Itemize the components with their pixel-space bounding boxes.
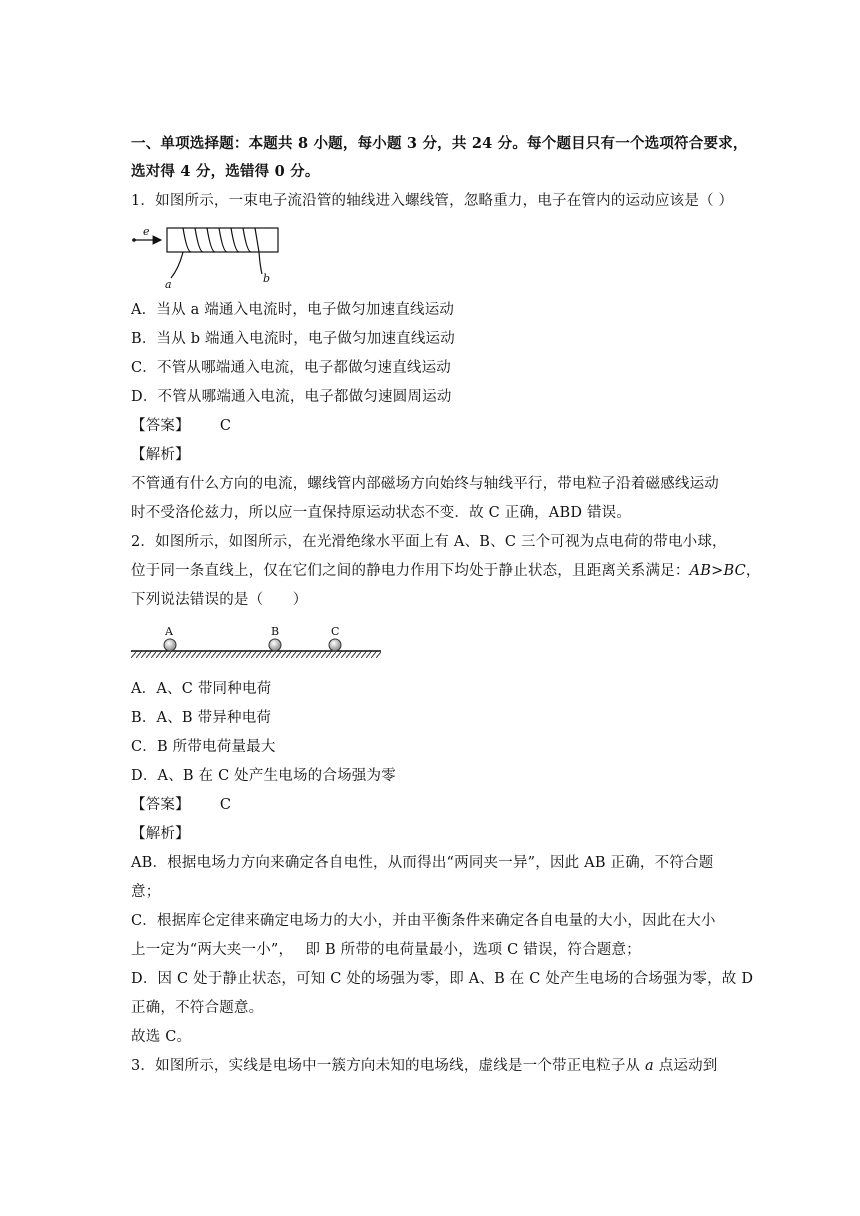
lead-b xyxy=(259,252,262,274)
q2-analysis-line-4: 上一定为“两大夹一小”， 即 B 所带的电荷量最小，选项 C 错误，符合题意； xyxy=(131,942,641,958)
label-e: e xyxy=(143,225,150,238)
q2-stem-line-2-text: 位于同一条直线上，仅在它们之间的静电力作用下均处于静止状态，且距离关系满足： xyxy=(131,563,690,579)
q3-stem-text: 3．如图所示，实线是电场中一簇方向未知的电场线，虚线是一个带正电粒子从 xyxy=(131,1058,646,1074)
electron-dot xyxy=(132,238,136,242)
q1-stem: 1．如图所示，一束电子流沿管的轴线进入螺线管，忽略重力，电子在管内的运动应该是（ ） xyxy=(131,193,734,209)
q1-analysis-line-1: 不管通有什么方向的电流，螺线管内部磁场方向始终与轴线平行，带电粒子沿着磁感线运动 xyxy=(131,476,719,492)
label-a: a xyxy=(165,278,172,291)
ball-b xyxy=(269,639,281,651)
q3-stem-end: 点运动到 xyxy=(653,1058,718,1074)
q2-distance-relation: AB>BC xyxy=(689,563,746,579)
q2-option-b: B．A、B 带异种电荷 xyxy=(131,710,272,726)
ball-a xyxy=(164,639,176,651)
charges-figure xyxy=(131,622,383,662)
q1-answer-value: C xyxy=(219,418,232,434)
label-ball-b: B xyxy=(271,625,280,638)
q2-stem-line-2-end: ， xyxy=(745,563,761,579)
lead-a xyxy=(171,252,183,278)
q3-point-a: a xyxy=(645,1058,654,1074)
label-ball-a: A xyxy=(165,625,173,638)
q2-option-d: D．A、B 在 C 处产生电场的合场强为零 xyxy=(131,768,396,784)
ground-hatch xyxy=(131,651,381,658)
q2-answer-value: C xyxy=(219,797,232,813)
q1-option-d: D．不管从哪端通入电流，电子都做匀速圆周运动 xyxy=(131,389,452,405)
q2-stem-line-3: 下列说法错误的是（ ） xyxy=(131,592,308,608)
q1-answer xyxy=(131,416,231,436)
solenoid-figure xyxy=(131,218,291,293)
q1-option-c: C．不管从哪端通入电流，电子都做匀速直线运动 xyxy=(131,360,451,376)
ball-c xyxy=(329,639,341,651)
q2-analysis-line-2: 意； xyxy=(131,884,161,900)
q3-stem xyxy=(131,1056,718,1076)
q2-analysis-line-7: 故选 C。 xyxy=(131,1029,192,1045)
q2-analysis-line-5: D．因 C 处于静止状态，可知 C 处的场强为零，即 A、B 在 C 处产生电场的合场强为零，故 D xyxy=(131,971,754,987)
q2-answer xyxy=(131,795,231,815)
q2-stem-line-2 xyxy=(131,561,761,581)
q1-option-a: A．当从 a 端通入电流时，电子做匀加速直线运动 xyxy=(131,302,455,318)
q1-analysis-label: 【解析】 xyxy=(131,447,190,463)
q2-analysis-line-1: AB．根据电场力方向来确定各自电性，从而得出“两同夹一异”，因此 AB 正确，不符合题 xyxy=(131,855,714,871)
label-ball-c: C xyxy=(331,625,340,638)
q2-analysis-label: 【解析】 xyxy=(131,826,190,842)
q2-stem-line-1: 2．如图所示，如图所示，在光滑绝缘水平面上有 A、B、C 三个可视为点电荷的带电小球， xyxy=(131,534,727,550)
q2-option-c: C．B 所带电荷量最大 xyxy=(131,739,276,755)
section-heading-line-1: 一、单项选择题：本题共 8 小题，每小题 3 分，共 24 分。每个题目只有一个选项符合要求， xyxy=(131,135,748,152)
q2-option-a: A．A、C 带同种电荷 xyxy=(131,681,272,697)
label-b: b xyxy=(263,272,271,285)
q1-analysis-line-2: 时不受洛伦兹力，所以应一直保持原运动状态不变．故 C 正确，ABD 错误。 xyxy=(131,505,632,521)
q1-answer-label: 【答案】 xyxy=(131,418,190,434)
q1-option-b: B．当从 b 端通入电流时，电子做匀加速直线运动 xyxy=(131,331,455,347)
q2-analysis-line-3: C．根据库仑定律来确定电场力的大小，并由平衡条件来确定各自电量的大小，因此在大小 xyxy=(131,913,716,929)
solenoid-coil xyxy=(183,228,259,252)
section-heading-line-2: 选对得 4 分，选错得 0 分。 xyxy=(131,163,320,180)
q2-analysis-line-6: 正确，不符合题意。 xyxy=(131,1000,264,1016)
q2-answer-label: 【答案】 xyxy=(131,797,190,813)
